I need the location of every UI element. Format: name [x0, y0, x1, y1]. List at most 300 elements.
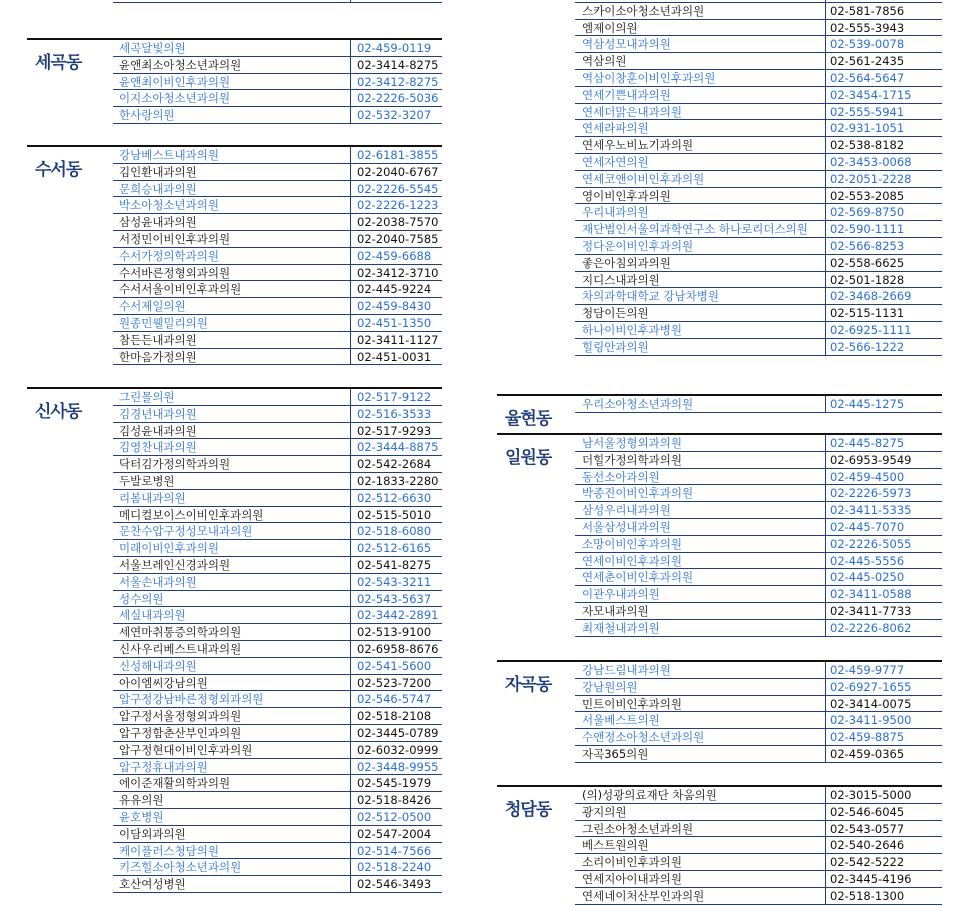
clinic-name: 청담이든의원 — [582, 306, 649, 321]
clinic-phone: 02-569-8750 — [830, 205, 905, 220]
clinic-row — [497, 854, 942, 871]
clinic-name: 이담외과의원 — [119, 826, 186, 841]
column-divider — [350, 540, 351, 557]
clinic-row — [27, 742, 442, 759]
column-divider — [825, 662, 826, 679]
clinic-name: 서울손내과의원 — [119, 574, 197, 589]
clinic-row — [497, 679, 942, 696]
clinic-name: 박종진이비인후과의원 — [582, 486, 694, 501]
clinic-phone: 02-3453-0068 — [830, 154, 912, 169]
district-section — [497, 660, 942, 764]
clinic-row — [27, 523, 442, 540]
district-section — [497, 0, 942, 357]
clinic-row — [27, 675, 442, 692]
clinic-row — [497, 288, 942, 305]
clinic-phone: 02-3015-5000 — [830, 788, 912, 802]
column-divider — [350, 708, 351, 725]
column-divider — [350, 40, 351, 57]
clinic-name: 서정민이비인후과의원 — [119, 231, 231, 246]
clinic-phone: 02-3414-8275 — [357, 57, 439, 72]
clinic-row — [27, 439, 442, 456]
column-divider — [825, 854, 826, 871]
row-rule — [113, 123, 442, 124]
clinic-row — [27, 557, 442, 574]
clinic-row — [27, 456, 442, 473]
clinic-row — [27, 181, 442, 198]
clinic-name: 세연마취통증의학과의원 — [119, 625, 242, 640]
column-divider — [350, 826, 351, 843]
column-divider — [350, 641, 351, 658]
district-name: 일원동 — [505, 448, 552, 468]
clinic-list — [27, 147, 442, 365]
clinic-phone: 02-3445-4196 — [830, 871, 912, 886]
column-divider — [825, 137, 826, 154]
column-divider — [825, 569, 826, 586]
clinic-name: 연세코앤이비인후과의원 — [582, 171, 705, 186]
clinic-name: 차의과학대학교 강남차병원 — [582, 289, 719, 304]
clinic-phone: 02-2038-7570 — [357, 215, 439, 230]
column-divider — [350, 214, 351, 231]
column-divider — [825, 36, 826, 53]
clinic-phone: 02-2226-5545 — [357, 181, 439, 196]
column-divider — [825, 238, 826, 255]
clinic-row — [497, 120, 942, 137]
clinic-name: 수서제일의원 — [119, 299, 186, 314]
clinic-phone: 02-501-1828 — [830, 272, 905, 287]
clinic-name: 신사우리베스트내과의원 — [119, 641, 242, 656]
column-divider — [825, 712, 826, 729]
clinic-row — [497, 519, 942, 536]
column-divider — [350, 332, 351, 349]
clinic-row — [27, 389, 442, 406]
column-divider — [825, 255, 826, 272]
district-section — [497, 785, 942, 906]
clinic-list — [27, 40, 442, 124]
clinic-phone: 02-3412-8275 — [357, 74, 439, 89]
column-divider — [350, 574, 351, 591]
clinic-phone: 02-546-3493 — [357, 877, 432, 892]
clinic-row — [497, 746, 942, 763]
clinic-name: 최재철내과의원 — [582, 620, 660, 635]
district-name: 신사동 — [35, 402, 82, 422]
clinic-name: 김영찬내과의원 — [119, 440, 197, 455]
clinic-phone: 02-532-3207 — [357, 108, 432, 123]
clinic-phone: 02-6032-0999 — [357, 742, 439, 757]
clinic-name: 신성해내과의원 — [119, 658, 197, 673]
clinic-name: 김인환내과의원 — [119, 164, 197, 179]
clinic-row — [27, 792, 442, 809]
clinic-phone: 02-555-3943 — [830, 20, 905, 35]
column-divider — [825, 53, 826, 70]
clinic-phone: 02-543-5637 — [357, 591, 432, 606]
clinic-row — [497, 804, 942, 821]
clinic-phone: 02-459-0119 — [357, 41, 432, 55]
clinic-row — [27, 843, 442, 860]
clinic-row — [497, 137, 942, 154]
clinic-phone: 02-3442-2891 — [357, 608, 439, 623]
district-section — [497, 433, 942, 638]
clinic-name: 연세우노비뇨기과의원 — [582, 138, 694, 153]
clinic-name: 강남원의원 — [582, 679, 638, 694]
column-divider — [825, 452, 826, 469]
clinic-phone: 02-3448-9955 — [357, 759, 439, 774]
clinic-row — [27, 298, 442, 315]
clinic-row — [27, 107, 442, 124]
clinic-name: 케이플러스청담의원 — [119, 843, 219, 858]
clinic-list — [27, 389, 442, 893]
clinic-row — [497, 255, 942, 272]
clinic-row — [27, 809, 442, 826]
column-divider — [350, 607, 351, 624]
clinic-phone: 02-3454-1715 — [830, 87, 912, 102]
column-divider — [825, 696, 826, 713]
clinic-name: 연세네이처산부인과의원 — [582, 888, 705, 903]
column-divider — [350, 147, 351, 164]
column-divider — [350, 439, 351, 456]
column-divider — [350, 197, 351, 214]
clinic-phone: 02-514-7566 — [357, 843, 432, 858]
column-divider — [350, 691, 351, 708]
clinic-name: 김경년내과의원 — [119, 406, 197, 421]
clinic-name: 그린소아청소년과의원 — [582, 821, 694, 836]
clinic-row — [497, 204, 942, 221]
clinic-phone: 02-538-8182 — [830, 138, 905, 153]
clinic-name: 광지의원 — [582, 804, 627, 819]
clinic-name: 수앤정소아청소년과의원 — [582, 730, 705, 745]
clinic-phone: 02-2226-5036 — [357, 91, 439, 106]
clinic-phone: 02-546-5747 — [357, 692, 432, 707]
clinic-name: 한마음가정의원 — [119, 349, 197, 364]
column-divider — [825, 746, 826, 763]
column-divider — [825, 536, 826, 553]
clinic-phone: 02-1833-2280 — [357, 473, 439, 488]
clinic-name: 연세라파의원 — [582, 121, 649, 136]
column-divider — [350, 591, 351, 608]
clinic-phone: 02-518-1300 — [830, 888, 905, 903]
column-divider — [350, 507, 351, 524]
clinic-phone: 02-512-6165 — [357, 541, 432, 556]
clinic-phone: 02-518-6080 — [357, 524, 432, 539]
clinic-name: 압구정강남바른정형외과의원 — [119, 692, 264, 707]
column-divider — [350, 490, 351, 507]
column-divider — [350, 90, 351, 107]
clinic-name: 스카이소아청소년과의원 — [582, 3, 705, 18]
clinic-name: 영이비인후과의원 — [582, 188, 671, 203]
clinic-row — [497, 53, 942, 70]
clinic-phone: 02-581-7856 — [830, 3, 905, 18]
clinic-phone: 02-512-0500 — [357, 809, 432, 824]
clinic-row — [497, 696, 942, 713]
clinic-name: 문찬수압구정성모내과의원 — [119, 524, 253, 539]
clinic-phone: 02-6181-3855 — [357, 148, 439, 162]
column-divider — [350, 265, 351, 282]
clinic-row — [497, 536, 942, 553]
clinic-name: 윤앤최소아청소년과의원 — [119, 57, 242, 72]
district-name: 율현동 — [505, 409, 552, 429]
column-divider — [825, 787, 826, 804]
clinic-row — [27, 826, 442, 843]
clinic-row — [27, 147, 442, 164]
clinic-row — [27, 281, 442, 298]
district-section — [27, 145, 442, 366]
clinic-phone: 02-445-9224 — [357, 282, 432, 297]
clinic-name: 세곡달빛의원 — [119, 41, 186, 55]
column-divider — [825, 553, 826, 570]
clinic-row — [27, 725, 442, 742]
clinic-name: 연세이비인후과의원 — [582, 553, 682, 568]
clinic-row — [27, 0, 442, 3]
clinic-phone: 02-545-1979 — [357, 776, 432, 791]
district-name: 세곡동 — [35, 53, 82, 73]
clinic-name: 호산여성병원 — [119, 877, 186, 892]
column-divider — [825, 272, 826, 289]
clinic-row — [497, 821, 942, 838]
district-section — [27, 0, 442, 4]
clinic-name: 성수의원 — [119, 591, 164, 606]
clinic-name: 수서서울이비인후과의원 — [119, 282, 242, 297]
clinic-phone: 02-451-1350 — [357, 315, 432, 330]
clinic-phone: 02-3444-8875 — [357, 440, 439, 455]
clinic-row — [27, 57, 442, 74]
clinic-list — [497, 662, 942, 763]
clinic-row — [497, 712, 942, 729]
column-divider — [350, 624, 351, 641]
clinic-row — [27, 332, 442, 349]
clinic-phone: 02-3411-0588 — [830, 587, 912, 602]
column-divider — [825, 586, 826, 603]
clinic-name: 정다운이비인후과의원 — [582, 238, 694, 253]
clinic-phone: 02-546-6045 — [830, 804, 905, 819]
row-rule — [575, 762, 942, 763]
clinic-name: 민트이비인후과의원 — [582, 696, 682, 711]
clinic-phone: 02-541-8275 — [357, 557, 432, 572]
clinic-phone: 02-2226-5055 — [830, 536, 912, 551]
column-divider — [350, 107, 351, 124]
column-divider — [825, 502, 826, 519]
clinic-phone: 02-517-9122 — [357, 390, 432, 404]
clinic-phone: 02-539-0078 — [830, 37, 905, 52]
clinic-row — [27, 197, 442, 214]
clinic-phone: 02-3411-5335 — [830, 503, 912, 518]
clinic-phone: 02-3411-7733 — [830, 603, 912, 618]
clinic-name: 우리소아청소년과의원 — [582, 397, 694, 411]
clinic-row — [27, 231, 442, 248]
clinic-row — [27, 248, 442, 265]
clinic-phone: 02-445-0250 — [830, 570, 905, 585]
column-divider — [825, 70, 826, 87]
column-divider — [825, 729, 826, 746]
clinic-phone: 02-3468-2669 — [830, 289, 912, 304]
clinic-list — [497, 0, 942, 356]
clinic-phone: 02-515-1131 — [830, 306, 905, 321]
clinic-phone: 02-590-1111 — [830, 222, 905, 237]
clinic-phone: 02-459-8430 — [357, 299, 432, 314]
clinic-row — [497, 339, 942, 356]
clinic-name: 수서바른정형외과의원 — [119, 265, 231, 280]
clinic-name: 연세더맑은내과의원 — [582, 104, 682, 119]
column-divider — [350, 423, 351, 440]
clinic-name: 그린몰의원 — [119, 390, 175, 404]
clinic-phone: 02-931-1051 — [830, 121, 905, 136]
column-divider — [350, 456, 351, 473]
column-divider — [350, 57, 351, 74]
column-divider — [825, 396, 826, 413]
column-divider — [350, 231, 351, 248]
clinic-row — [497, 469, 942, 486]
column-divider — [825, 519, 826, 536]
clinic-name: 역삼성모내과의원 — [582, 37, 671, 52]
clinic-row — [27, 540, 442, 557]
clinic-name: 김성윤내과의원 — [119, 423, 197, 438]
clinic-name: 압구정서울정형외과의원 — [119, 709, 242, 724]
clinic-row — [27, 691, 442, 708]
column-divider — [825, 469, 826, 486]
column-divider — [350, 164, 351, 181]
clinic-phone: 02-518-8426 — [357, 793, 432, 808]
clinic-name: 소망이비인후과의원 — [582, 536, 682, 551]
clinic-row — [27, 315, 442, 332]
clinic-row — [497, 3, 942, 20]
clinic-name: 유유의원 — [119, 793, 164, 808]
clinic-name: 좋은아침외과의원 — [582, 255, 671, 270]
clinic-row — [27, 607, 442, 624]
clinic-row — [27, 507, 442, 524]
clinic-row — [27, 775, 442, 792]
clinic-name: 자곡365의원 — [582, 746, 649, 761]
clinic-name: 압구정휴내과의원 — [119, 759, 208, 774]
clinic-row — [27, 90, 442, 107]
district-section — [27, 387, 442, 894]
clinic-name: 하나이비인후과병원 — [582, 322, 682, 337]
clinic-name: 강남드림내과의원 — [582, 663, 671, 677]
column-divider — [350, 859, 351, 876]
clinic-name: 참든든내과의원 — [119, 332, 197, 347]
column-divider — [350, 809, 351, 826]
clinic-list — [497, 396, 942, 413]
row-rule — [113, 364, 442, 365]
clinic-phone: 02-6953-9549 — [830, 452, 912, 467]
column-divider — [825, 171, 826, 188]
row-rule — [113, 892, 442, 893]
clinic-phone: 02-547-2004 — [357, 826, 432, 841]
clinic-phone: 02-553-2085 — [830, 188, 905, 203]
column-divider — [825, 888, 826, 905]
clinic-list — [497, 787, 942, 905]
clinic-name: 문희승내과의원 — [119, 181, 197, 196]
clinic-phone: 02-6925-1111 — [830, 322, 912, 337]
clinic-row — [27, 859, 442, 876]
clinic-name: 박소아청소년과의원 — [119, 198, 219, 213]
clinic-name: 압구정함춘산부인과의원 — [119, 725, 242, 740]
clinic-phone: 02-512-6630 — [357, 490, 432, 505]
column-divider — [825, 435, 826, 452]
column-divider — [350, 775, 351, 792]
clinic-phone: 02-542-2684 — [357, 457, 432, 472]
row-rule — [575, 355, 942, 356]
clinic-name: 역삼이창훈이비인후과의원 — [582, 70, 716, 85]
clinic-name: 윤호병원 — [119, 809, 164, 824]
column-divider — [350, 315, 351, 332]
district-name: 수서동 — [35, 160, 82, 180]
column-divider — [350, 675, 351, 692]
row-rule — [575, 636, 942, 637]
clinic-row — [497, 171, 942, 188]
clinic-row — [27, 708, 442, 725]
district-section — [27, 38, 442, 125]
clinic-row — [27, 164, 442, 181]
clinic-row — [497, 322, 942, 339]
clinic-phone: 02-6927-1655 — [830, 679, 912, 694]
clinic-name: 연세춘이비인후과의원 — [582, 570, 694, 585]
clinic-name: 남서울정형외과의원 — [582, 436, 682, 450]
clinic-name: 베스트원의원 — [582, 838, 649, 853]
column-divider — [350, 843, 351, 860]
clinic-phone: 02-564-5647 — [830, 70, 905, 85]
clinic-row — [497, 837, 942, 854]
column-divider — [350, 74, 351, 91]
clinic-row — [497, 396, 942, 413]
clinic-name: 닥터김가정의학과의원 — [119, 457, 231, 472]
clinic-row — [497, 603, 942, 620]
clinic-row — [497, 553, 942, 570]
clinic-phone: 02-518-2108 — [357, 709, 432, 724]
clinic-phone: 02-459-9777 — [830, 663, 905, 677]
column-divider — [825, 154, 826, 171]
clinic-phone: 02-555-5941 — [830, 104, 905, 119]
clinic-row — [497, 20, 942, 37]
column-divider — [350, 742, 351, 759]
clinic-name: 서울브레인신경과의원 — [119, 557, 231, 572]
column-divider — [825, 3, 826, 20]
column-divider — [350, 523, 351, 540]
clinic-phone: 02-445-8275 — [830, 436, 905, 450]
clinic-name: 윤앤최이비인후과의원 — [119, 74, 231, 89]
column-divider — [825, 120, 826, 137]
clinic-phone: 02-542-5222 — [830, 855, 905, 870]
clinic-name: 지디스내과의원 — [582, 272, 660, 287]
clinic-name: 이관우내과의원 — [582, 587, 660, 602]
clinic-name: 연세자연의원 — [582, 154, 649, 169]
clinic-phone: 02-2226-8062 — [830, 620, 912, 635]
column-divider — [825, 837, 826, 854]
clinic-row — [27, 349, 442, 366]
clinic-name: 서울베스트의원 — [582, 713, 660, 728]
clinic-name: 세실내과의원 — [119, 608, 186, 623]
column-divider — [350, 389, 351, 406]
column-divider — [350, 281, 351, 298]
clinic-phone: 02-2226-1223 — [357, 198, 439, 213]
clinic-row — [497, 452, 942, 469]
clinic-phone: 02-2226-5973 — [830, 486, 912, 501]
clinic-name: 아이엠씨강남의원 — [119, 675, 208, 690]
clinic-row — [27, 658, 442, 675]
district-name: 자곡동 — [505, 675, 552, 695]
clinic-name: 삼성우리내과의원 — [582, 503, 671, 518]
clinic-phone: 02-459-4500 — [830, 469, 905, 484]
clinic-name: 압구정현대이비인후과의원 — [119, 742, 253, 757]
column-divider — [350, 792, 351, 809]
clinic-phone: 02-543-3211 — [357, 574, 432, 589]
column-divider — [350, 406, 351, 423]
clinic-row — [497, 787, 942, 804]
clinic-row — [27, 574, 442, 591]
clinic-phone: 02-561-2435 — [830, 54, 905, 69]
clinic-row — [497, 87, 942, 104]
clinic-phone: 02-459-6688 — [357, 248, 432, 263]
column-divider — [350, 248, 351, 265]
clinic-phone: 02-566-1222 — [830, 339, 905, 354]
clinic-name: 서울삼성내과의원 — [582, 519, 671, 534]
